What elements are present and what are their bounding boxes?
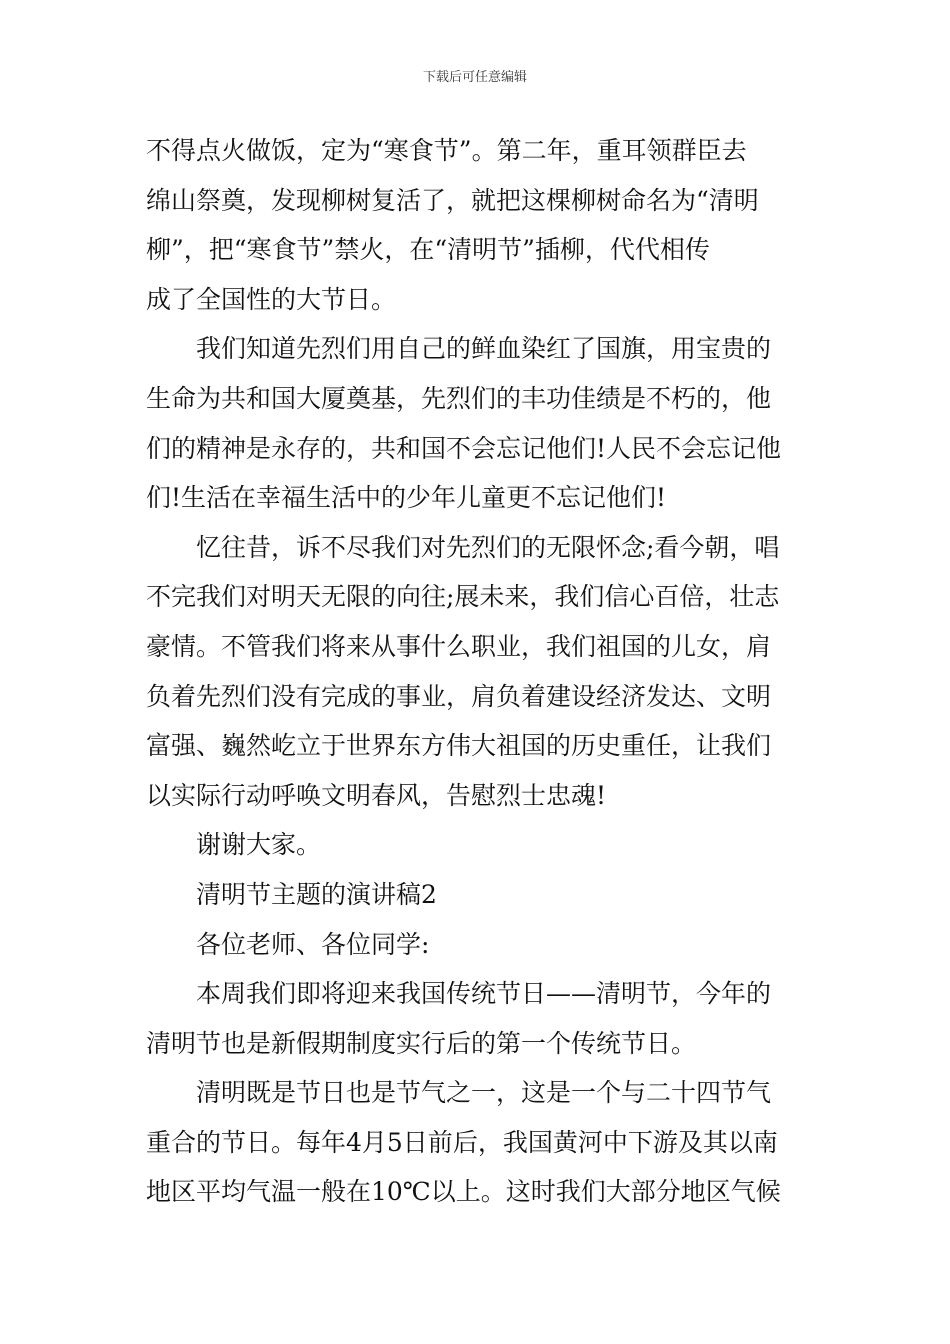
text-line: 们!生活在幸福生活中的少年儿童更不忘记他们! — [146, 483, 667, 513]
text-line: 成了全国性的大节日。 — [146, 284, 397, 314]
section-title — [146, 870, 806, 920]
text-line: 谢谢大家。 — [196, 830, 322, 860]
paragraph — [146, 969, 806, 1068]
paragraph — [146, 820, 806, 870]
text-line: 我们知道先烈们用自己的鲜血染红了国旗，用宝贵的 — [196, 334, 772, 364]
paragraph — [146, 324, 806, 522]
text-line: 地区平均气温一般在10℃以上。这时我们大部分地区气候 — [146, 1177, 781, 1207]
text-line: 各位老师、各位同学: — [196, 929, 430, 959]
salutation — [146, 920, 806, 970]
text-line: 忆往昔，诉不尽我们对先烈们的无限怀念;看今朝，唱 — [196, 532, 780, 562]
text-line: 不完我们对明天无限的向往;展未来，我们信心百倍，壮志 — [146, 582, 780, 612]
text-line: 不得点火做饭，定为“寒食节”。第二年，重耳领群臣去 — [146, 136, 747, 165]
text-line: 清明节主题的演讲稿2 — [196, 879, 437, 909]
paragraph — [146, 1068, 806, 1217]
text-line: 柳”，把“寒食节”禁火，在“清明节”插柳，代代相传 — [146, 235, 710, 265]
text-line: 负着先烈们没有完成的事业，肩负着建设经济发达、文明 — [146, 681, 772, 711]
text-line: 富强、巍然屹立于世界东方伟大祖国的历史重任，让我们 — [146, 731, 772, 761]
text-line: 清明既是节日也是节气之一，这是一个与二十四节气 — [196, 1078, 772, 1108]
text-line: 绵山祭奠，发现柳树复活了，就把这棵柳树命名为“清明 — [146, 185, 759, 215]
page-header: 下载后可任意编辑 — [422, 70, 527, 85]
text-line: 清明节也是新假期制度实行后的第一个传统节日。 — [146, 1028, 697, 1058]
text-line: 重合的节日。每年4月5日前后，我国黄河中下游及其以南 — [146, 1127, 778, 1157]
text-line: 豪情。不管我们将来从事什么职业，我们祖国的儿女，肩 — [146, 631, 772, 661]
text-line: 们的精神是永存的，共和国不会忘记他们!人民不会忘记他 — [146, 433, 782, 463]
text-line: 生命为共和国大厦奠基，先烈们的丰功佳绩是不朽的，他 — [146, 383, 772, 413]
paragraph — [146, 523, 806, 821]
paragraph — [146, 126, 806, 324]
text-line: 本周我们即将迎来我国传统节日——清明节，今年的 — [196, 979, 772, 1009]
document-body — [146, 126, 806, 1217]
text-line: 以实际行动呼唤文明春风，告慰烈士忠魂! — [146, 780, 607, 810]
